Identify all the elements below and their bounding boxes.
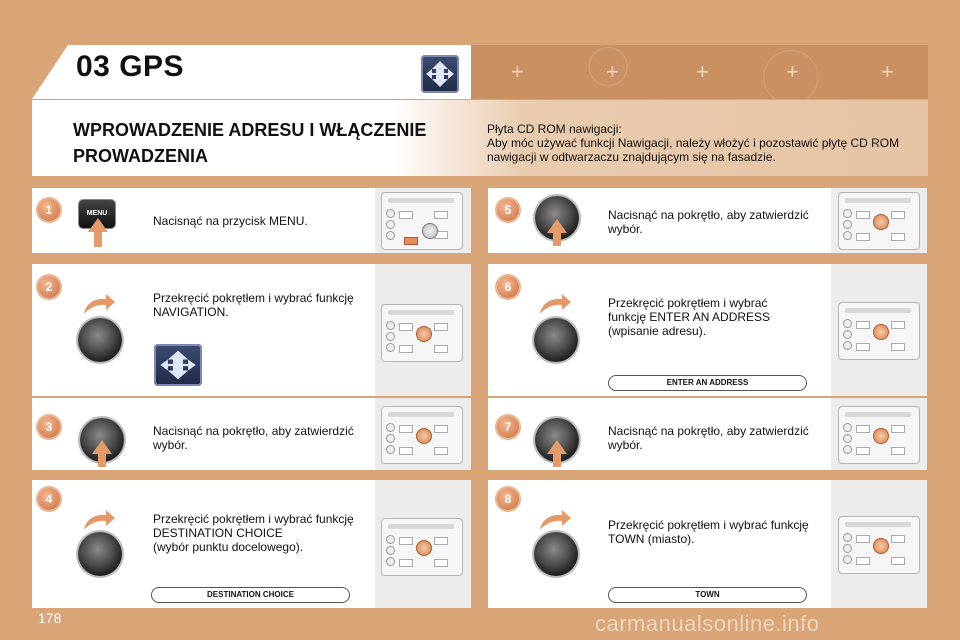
radio-device-icon: [838, 192, 920, 250]
plus-icon: +: [511, 59, 524, 84]
press-arrow-stem: [553, 232, 561, 246]
step-number: 7: [497, 416, 519, 438]
plus-icon: +: [881, 59, 894, 84]
step-text: Nacisnąć na pokrętło, aby zatwierdzić wybór.: [608, 208, 809, 236]
step-text: Nacisnąć na pokrętło, aby zatwierdzić wybór.: [153, 424, 354, 452]
menu-button-icon: MENU: [79, 200, 115, 228]
turn-arrow-icon: [82, 508, 116, 532]
radio-device-icon: [838, 302, 920, 360]
plus-icon: +: [786, 59, 799, 84]
rotary-knob-icon: [534, 532, 578, 576]
radio-device-icon: [838, 516, 920, 574]
intro-line-2: Aby móc używać funkcji Nawigacji, należy włożyć i pozostawić płytę CD ROM nawigacji w odtwarzaczu znajdującym się na fasadzie.: [487, 136, 900, 164]
section-title: WPROWADZENIE ADRESU I WŁĄCZENIE PROWADZENIA: [73, 120, 427, 166]
radio-device-icon: [381, 518, 463, 576]
turn-arrow-icon: [538, 292, 572, 316]
plus-icon: +: [696, 59, 709, 84]
step-text: Nacisnąć na pokrętło, aby zatwierdzić wybór.: [608, 424, 809, 452]
menu-option-tag: DESTINATION CHOICE: [151, 587, 350, 603]
press-arrow-stem: [94, 231, 102, 247]
step-text-line-2: (wybór punktu docelowego).: [153, 540, 304, 554]
press-arrow-icon: [547, 440, 567, 454]
rotary-knob-icon: [534, 318, 578, 362]
press-arrow-icon: [547, 219, 567, 233]
page-number: 178: [38, 610, 62, 626]
navigation-arrows-icon: [154, 344, 202, 386]
step-text: Nacisnąć na przycisk MENU.: [153, 214, 308, 228]
step-number: 2: [38, 276, 60, 298]
step-number: 1: [38, 199, 60, 221]
turn-arrow-icon: [538, 508, 572, 532]
press-arrow-stem: [553, 453, 561, 467]
chapter-title: 03 GPS: [76, 50, 185, 83]
turn-arrow-icon: [82, 292, 116, 316]
step-number: 4: [38, 488, 60, 510]
step-number: 6: [497, 276, 519, 298]
radio-device-icon: [838, 406, 920, 464]
menu-option-tag: TOWN: [608, 587, 807, 603]
radio-device-icon: [381, 304, 463, 362]
rotary-knob-icon: [78, 532, 122, 576]
step-text: Przekręcić pokrętłem i wybrać funkcję TOWN (miasto).: [608, 518, 809, 546]
step-number: 5: [497, 199, 519, 221]
press-arrow-icon: [92, 440, 112, 454]
rotary-knob-icon: [78, 318, 122, 362]
radio-device-icon: [381, 406, 463, 464]
step-number: 8: [497, 488, 519, 510]
intro-text: [487, 122, 927, 164]
menu-option-tag: ENTER AN ADDRESS: [608, 375, 807, 391]
radio-device-icon: [381, 192, 463, 250]
step-text: Przekręcić pokrętłem i wybrać funkcję ENTER AN ADDRESS (wpisanie adresu).: [608, 296, 771, 338]
step-text: [153, 512, 375, 554]
watermark: carmanualsonline.info: [595, 611, 820, 636]
press-arrow-stem: [98, 453, 106, 467]
step-number: 3: [38, 416, 60, 438]
step-text-line-1: Przekręcić pokrętłem i wybrać funkcję DESTINATION CHOICE: [153, 512, 354, 540]
navigation-arrows-icon: [421, 55, 459, 93]
map-decoration: [471, 45, 928, 99]
plus-icon: +: [606, 59, 619, 84]
press-arrow-icon: [88, 218, 108, 232]
step-text: Przekręcić pokrętłem i wybrać funkcję NAVIGATION.: [153, 291, 354, 319]
intro-line-1: Płyta CD ROM nawigacji:: [487, 122, 622, 136]
